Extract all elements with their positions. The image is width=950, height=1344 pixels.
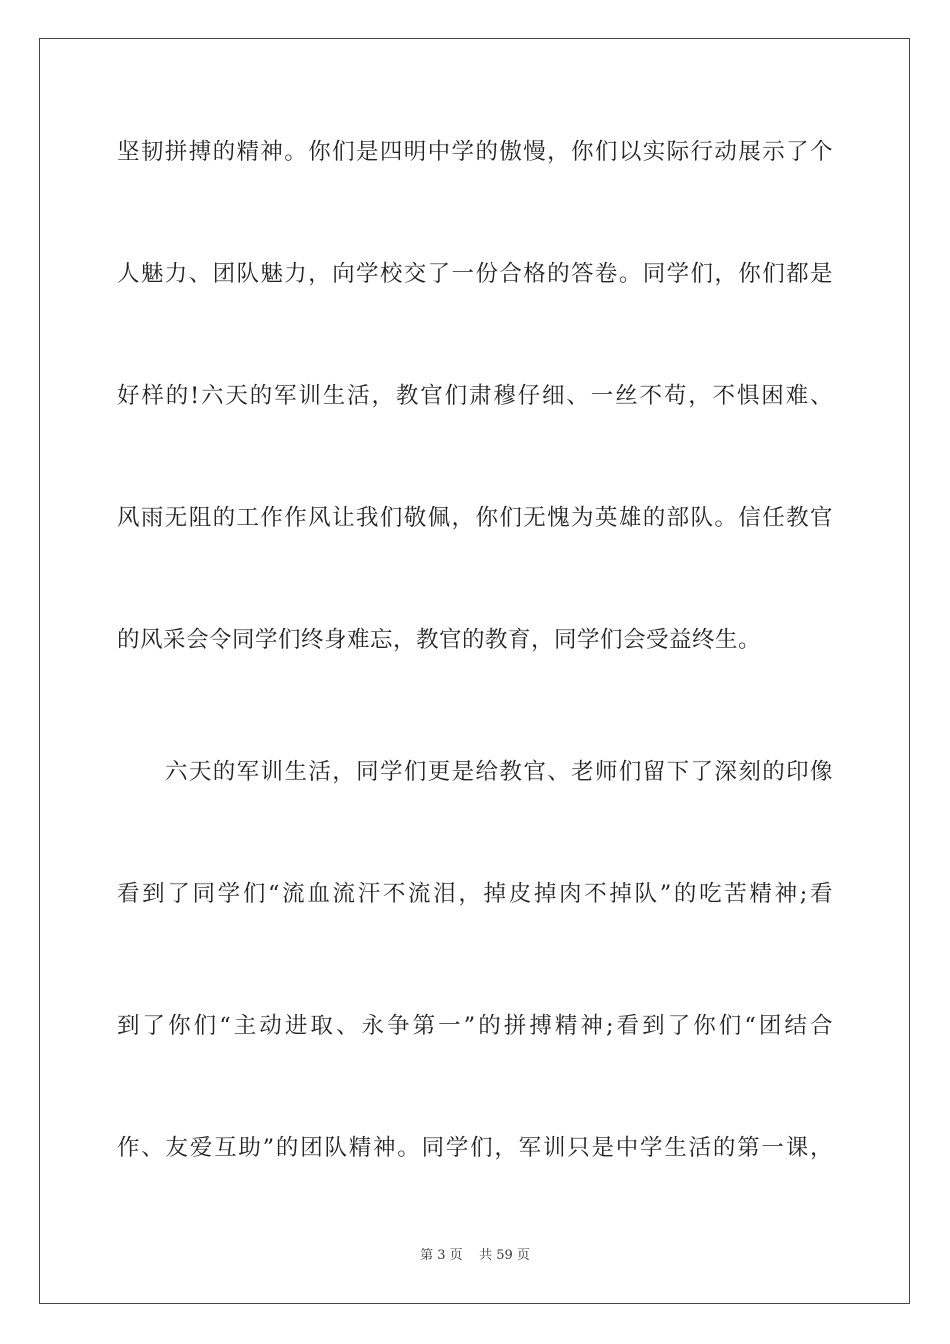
body-line-paragraph-start: 六天的军训生活，同学们更是给教官、老师们留下了深刻的印像: [165, 759, 833, 785]
body-line: 坚韧拼搏的精神。你们是四明中学的傲慢，你们以实际行动展示了个: [117, 139, 833, 165]
page-number-footer: 第 3 页 共 59 页: [420, 1248, 530, 1263]
page-frame: [39, 38, 910, 1304]
body-line: 人魅力、团队魅力，向学校交了一份合格的答卷。同学们，你们都是: [117, 261, 833, 287]
body-line: 风雨无阻的工作作风让我们敬佩，你们无愧为英雄的部队。信任教官: [117, 505, 833, 531]
body-line: 的风采会令同学们终身难忘，教官的教育，同学们会受益终生。: [117, 627, 762, 653]
body-line: 看到了同学们“流血流汗不流泪，掉皮掉肉不掉队”的吃苦精神;看: [117, 881, 833, 907]
body-line: 到了你们“主动进取、永争第一”的拼搏精神;看到了你们“团结合: [117, 1013, 833, 1039]
body-line: 作、友爱互助”的团队精神。同学们，军训只是中学生活的第一课，: [117, 1135, 833, 1161]
body-line: 好样的!六天的军训生活，教官们肃穆仔细、一丝不苟，不惧困难、: [117, 383, 833, 409]
